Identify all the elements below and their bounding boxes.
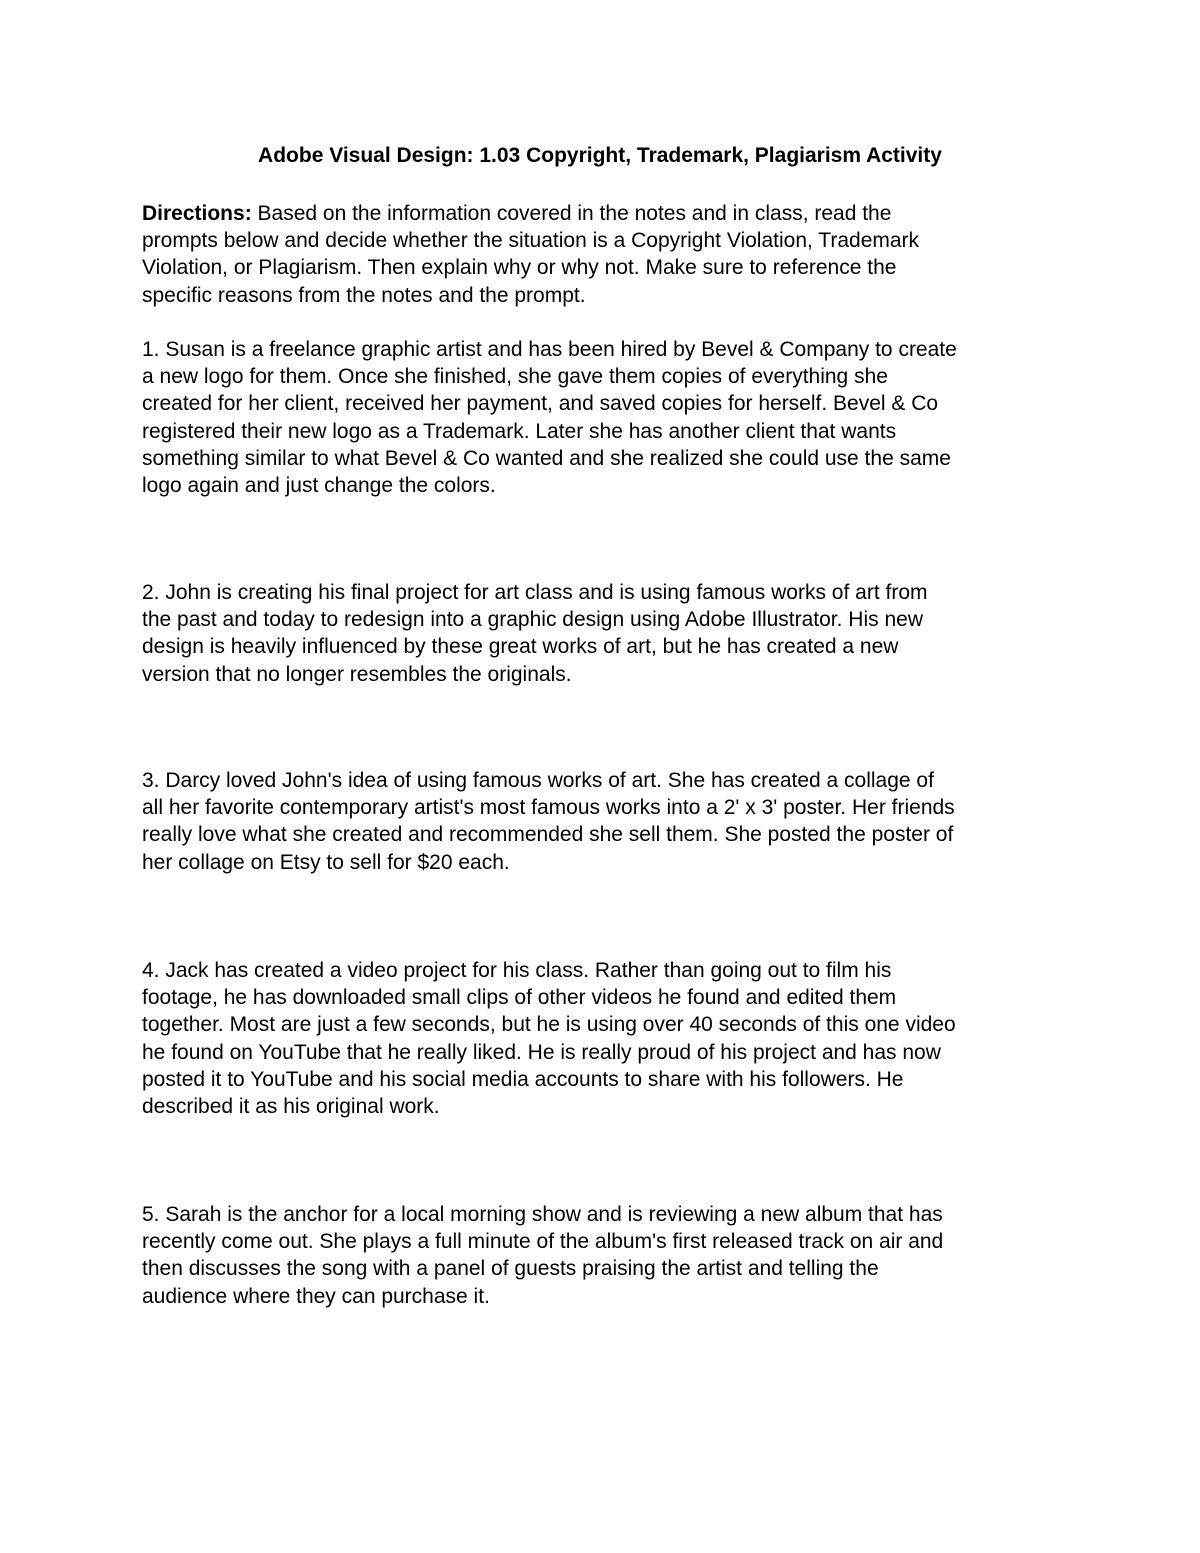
prompt-line: described it as his original work. [142, 1095, 440, 1119]
prompt-3 [142, 767, 1062, 876]
prompt-5 [142, 1201, 1062, 1310]
prompt-line: something similar to what Bevel & Co wanted and she realized she could use the same [142, 446, 951, 470]
prompt-line: 1. Susan is a freelance graphic artist and has been hired by Bevel & Company to create [142, 338, 957, 361]
directions-text: Based on the information covered in the notes and in class, read the [251, 202, 892, 225]
prompt-line: footage, he has downloaded small clips of other videos he found and edited them [142, 986, 897, 1010]
prompt-line: then discusses the song with a panel of guests praising the artist and telling the [142, 1257, 879, 1281]
prompt-line: he found on YouTube that he really liked. He is really proud of his project and has now [142, 1040, 941, 1064]
prompt-line: really love what she created and recommended she sell them. She posted the poster of [142, 823, 954, 847]
prompt-line: logo again and just change the colors. [142, 474, 496, 498]
prompt-line: 4. Jack has created a video project for his class. Rather than going out to film his [142, 959, 892, 982]
prompt-line: registered their new logo as a Trademark. Later she has another client that wants [142, 419, 897, 443]
prompt-line: posted it to YouTube and his social media accounts to share with his followers. He [142, 1067, 904, 1091]
directions-line: specific reasons from the notes and the prompt. [142, 283, 586, 307]
directions-line: Violation, or Plagiarism. Then explain why or why not. Make sure to reference the [142, 256, 897, 280]
prompt-line: design is heavily influenced by these great works of art, but he has created a new [142, 635, 899, 659]
prompt-line: 2. John is creating his final project for art class and is using famous works of art from [142, 581, 928, 604]
document-title: Adobe Visual Design: 1.03 Copyright, Trademark, Plagiarism Activity [258, 144, 942, 167]
prompt-line: the past and today to redesign into a graphic design using Adobe Illustrator. His new [142, 608, 923, 632]
prompt-line: audience where they can purchase it. [142, 1284, 490, 1308]
directions-paragraph [142, 200, 1062, 309]
directions-line [142, 200, 1062, 227]
directions-line: prompts below and decide whether the situation is a Copyright Violation, Trademark [142, 229, 920, 253]
prompt-line: recently come out. She plays a full minute of the album's first released track on air and [142, 1230, 944, 1254]
prompt-line: created for her client, received her payment, and saved copies for herself. Bevel & Co [142, 392, 939, 416]
prompt-2 [142, 579, 1062, 688]
prompt-line: version that no longer resembles the originals. [142, 662, 572, 686]
prompt-line: a new logo for them. Once she finished, she gave them copies of everything she [142, 365, 888, 389]
prompt-line: together. Most are just a few seconds, but he is using over 40 seconds of this one video [142, 1013, 956, 1037]
prompt-1 [142, 336, 1062, 499]
prompt-line: 3. Darcy loved John's idea of using famous works of art. She has created a collage of [142, 769, 934, 792]
prompt-line: 5. Sarah is the anchor for a local morning show and is reviewing a new album that has [142, 1203, 943, 1226]
prompt-4 [142, 957, 1062, 1120]
prompt-line: her collage on Etsy to sell for $20 each. [142, 850, 510, 874]
directions-label: Directions: [142, 202, 252, 225]
prompt-line: all her favorite contemporary artist's most famous works into a 2' x 3' poster. Her friends [142, 796, 955, 820]
